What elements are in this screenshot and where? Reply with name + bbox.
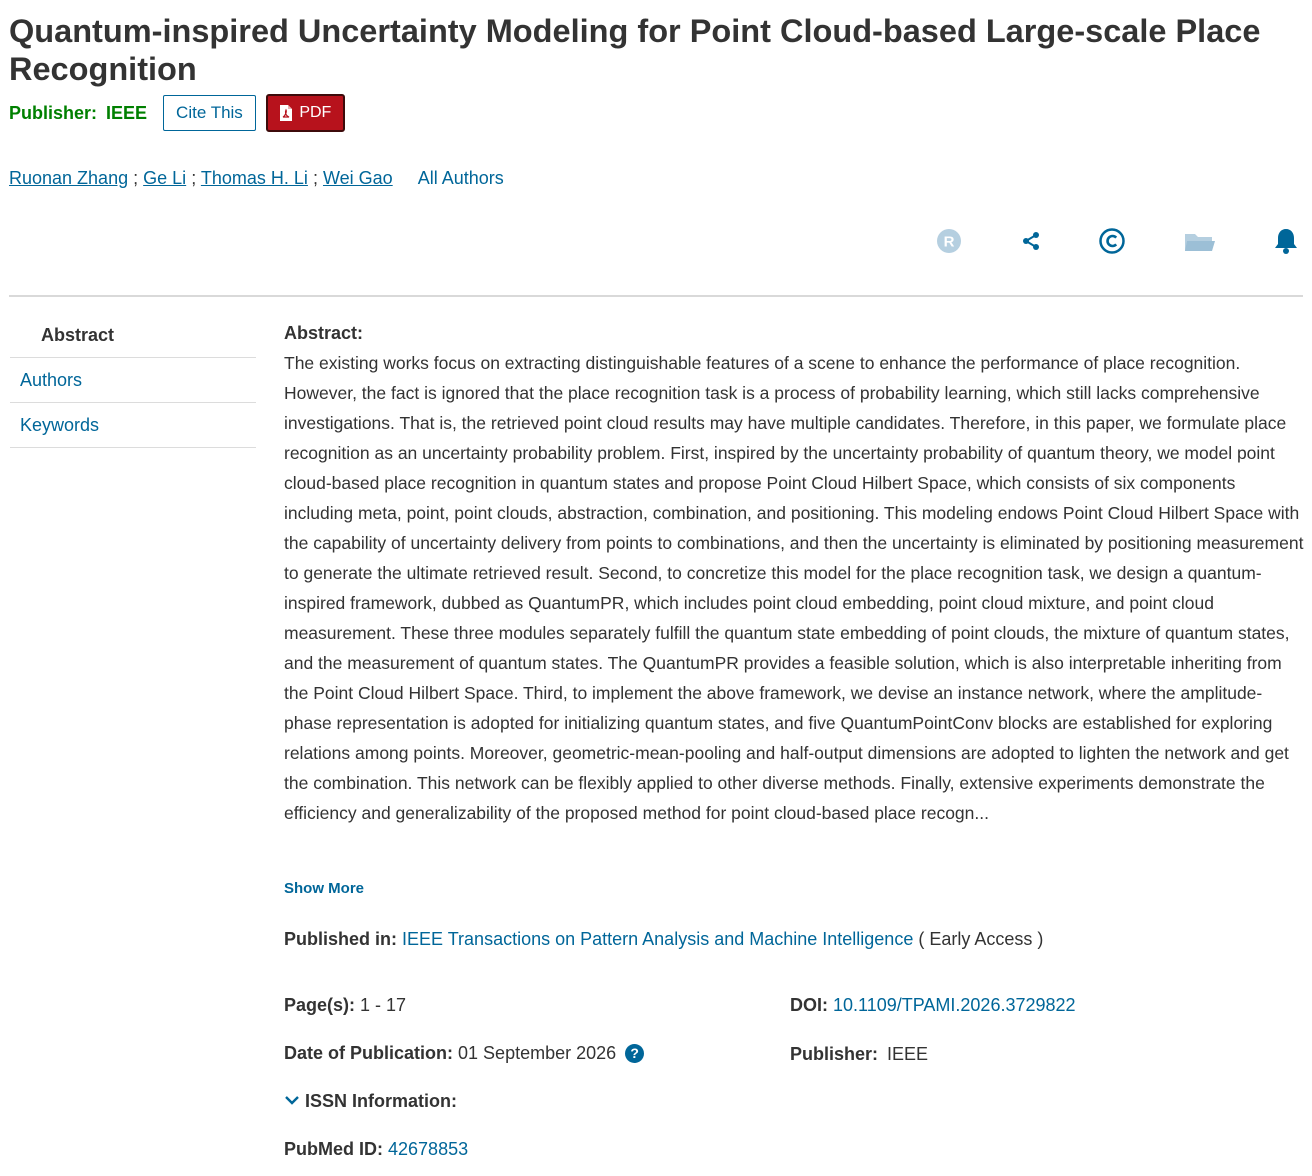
nav-item-abstract[interactable]: Abstract — [10, 313, 256, 358]
issn-label: ISSN Information: — [305, 1091, 458, 1111]
help-icon[interactable]: ? — [625, 1044, 644, 1063]
pdf-button[interactable] — [266, 94, 345, 132]
pages-label: Page(s): — [284, 995, 356, 1015]
section-divider — [9, 295, 1303, 297]
publisher-value: IEEE — [106, 102, 148, 123]
publisher-detail-value: IEEE — [887, 1044, 929, 1064]
bell-icon[interactable] — [1271, 226, 1301, 256]
author-link[interactable]: Wei Gao — [322, 168, 393, 188]
pdf-file-icon — [279, 104, 293, 122]
published-in-row — [284, 927, 1043, 951]
publisher-detail-row — [790, 1042, 928, 1066]
date-label: Date of Publication: — [284, 1043, 454, 1063]
publisher-row — [9, 94, 345, 132]
author-link[interactable]: Thomas H. Li — [200, 168, 308, 188]
svg-text:R: R — [943, 233, 955, 251]
doi-row — [790, 993, 1076, 1017]
author-link[interactable]: Ruonan Zhang — [9, 168, 129, 188]
copyright-icon[interactable] — [1097, 226, 1127, 256]
doi-label: DOI: — [790, 995, 828, 1015]
pdf-button-label: PDF — [299, 104, 332, 121]
nav-item-authors[interactable]: Authors — [10, 358, 256, 403]
doi-link[interactable]: 10.1109/TPAMI.2026.3729822 — [833, 995, 1076, 1015]
publisher-info — [9, 103, 147, 124]
abstract-section — [284, 318, 1304, 828]
nav-item-keywords[interactable]: Keywords — [10, 403, 256, 448]
chevron-down-icon — [284, 1094, 300, 1106]
date-value: 01 September 2026 — [458, 1043, 617, 1063]
all-authors-link[interactable]: All Authors — [417, 168, 504, 188]
issn-row[interactable] — [284, 1089, 457, 1113]
published-in-label: Published in: — [284, 929, 398, 949]
author-list — [9, 166, 504, 190]
show-more-link[interactable]: Show More — [284, 880, 365, 897]
pubmed-row — [284, 1137, 468, 1161]
pages-value: 1 - 17 — [360, 995, 407, 1015]
author-separator: ; — [133, 168, 139, 188]
date-row — [284, 1041, 644, 1065]
cite-this-button[interactable]: Cite This — [163, 95, 256, 131]
early-access-label: ( Early Access ) — [918, 929, 1044, 949]
pubmed-label: PubMed ID: — [284, 1139, 383, 1159]
publisher-detail-label: Publisher: — [790, 1044, 879, 1064]
abstract-heading: Abstract: — [284, 323, 364, 343]
page-title: Quantum-inspired Uncertainty Modeling for Point Cloud-based Large-scale Place Recognition — [9, 13, 1261, 87]
share-icon[interactable] — [1016, 226, 1046, 256]
pages-row — [284, 993, 406, 1017]
author-link[interactable]: Ge Li — [143, 168, 187, 188]
author-separator: ; — [191, 168, 197, 188]
rights-r-icon[interactable] — [934, 226, 964, 256]
publisher-label: Publisher: — [9, 102, 98, 123]
folder-icon[interactable] — [1183, 226, 1217, 256]
author-separator: ; — [312, 168, 318, 188]
pubmed-link[interactable]: 42678853 — [388, 1139, 469, 1159]
journal-link[interactable]: IEEE Transactions on Pattern Analysis and Machine Intelligence — [402, 929, 914, 949]
abstract-text: The existing works focus on extracting distinguishable features of a scene to enhance the performance of place recognition. However, the fact is ignored that the place recognition task is a process of probability learning, which still lacks comprehensive investigations. That is, the retrieved point cloud results may have multiple candidates. Therefore, in this paper, we formulate place recognition as an uncertainty probability problem. First, inspired by the uncertainty probability of quantum theory, we model point cloud-based place recognition in quantum states and propose Point Cloud Hilbert Space, which consists of six components including meta, point, point clouds, abstraction, combination, and positioning. This modeling endows Point Cloud Hilbert Space with the capability of uncertainty delivery from points to combinations, and then the uncertainty is eliminated by positioning measurement to generate the ultimate retrieved result. Second, to concretize this model for the place recognition task, we design a quantum-inspired framework, dubbed as QuantumPR, which includes point cloud embedding, point cloud mixture, and point cloud measurement. These three modules separately fulfill the quantum state embedding of point clouds, the mixture of quantum states, and the measurement of quantum states. The QuantumPR provides a feasible solution, which is also interpretable inheriting from the Point Cloud Hilbert Space. Third, to implement the above framework, we devise an instance network, where the amplitude-phase representation is adopted for initializing quantum states, and five QuantumPointConv blocks are established for exploring relations among points. Moreover, geometric-mean-pooling and half-output dimensions are adopted to lighten the network and get the combination. This network can be flexibly applied to other diverse methods. Finally, extensive experiments demonstrate the efficiency and generalizability of the proposed method for point cloud-based place recogn... — [284, 353, 1304, 823]
section-nav — [10, 313, 256, 448]
